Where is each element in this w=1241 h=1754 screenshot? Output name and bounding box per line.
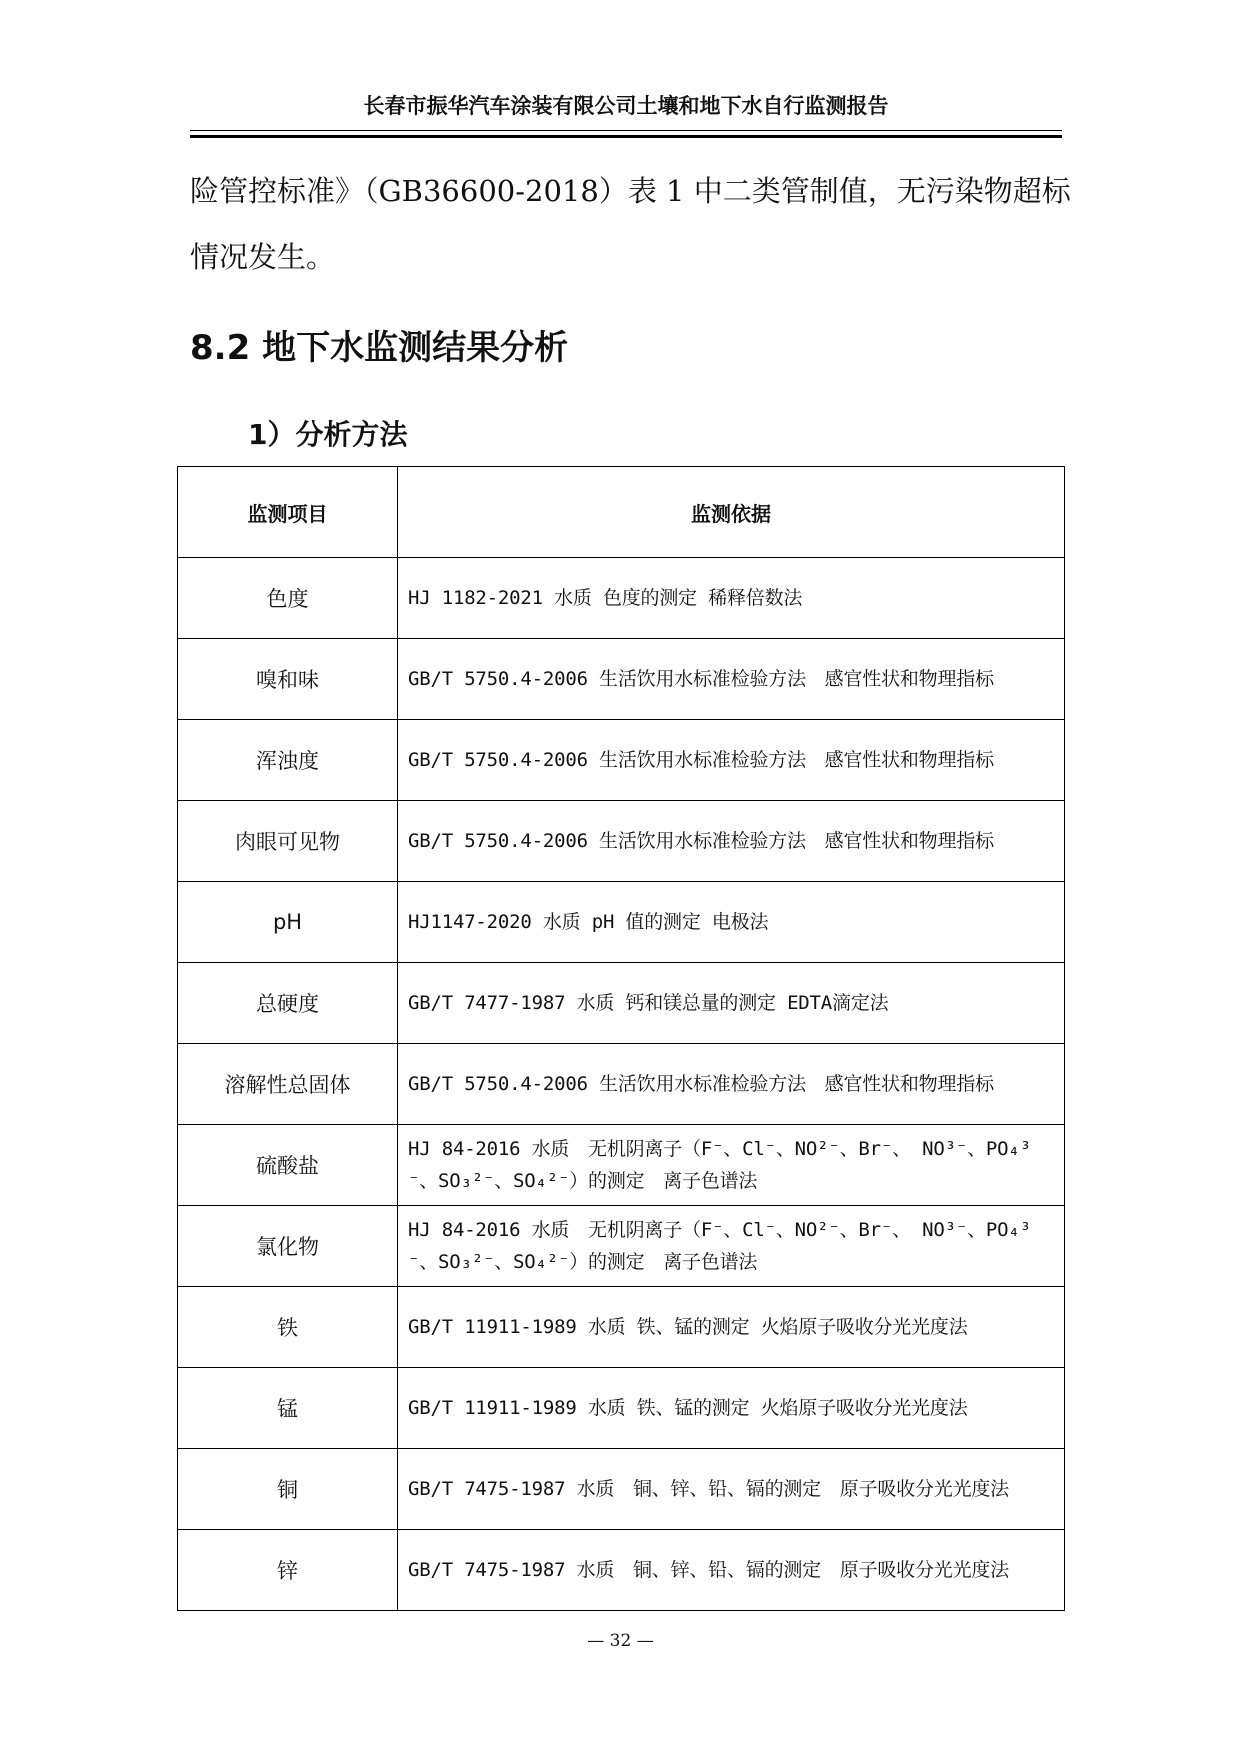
table-row: [178, 720, 1065, 801]
row-item: 铜: [178, 1449, 398, 1530]
row-item: 铁: [178, 1287, 398, 1368]
table-row: [178, 1125, 1065, 1206]
row-item: 嗅和味: [178, 639, 398, 720]
intro-paragraph: [190, 158, 1070, 290]
row-basis: HJ 84-2016 水质 无机阴离子（F⁻、Cl⁻、NO²⁻、Br⁻、 NO³⁻、PO₄³⁻、SO₃²⁻、SO₄²⁻）的测定 离子色谱法: [398, 1125, 1065, 1206]
table-row: [178, 1044, 1065, 1125]
table-row: [178, 882, 1065, 963]
row-item: 氯化物: [178, 1206, 398, 1287]
row-basis: GB/T 5750.4-2006 生活饮用水标准检验方法 感官性状和物理指标: [398, 1044, 1065, 1125]
header-item: 监测项目: [178, 467, 398, 558]
table-row: [178, 801, 1065, 882]
header-rule-thin: [190, 130, 1062, 131]
row-basis: GB/T 7477-1987 水质 钙和镁总量的测定 EDTA滴定法: [398, 963, 1065, 1044]
row-item: 锰: [178, 1368, 398, 1449]
row-item: 肉眼可见物: [178, 801, 398, 882]
row-basis: GB/T 7475-1987 水质 铜、锌、铅、镉的测定 原子吸收分光光度法: [398, 1530, 1065, 1611]
methods-table: [177, 466, 1065, 1611]
page-number: — 32 —: [587, 1631, 654, 1651]
row-basis: GB/T 11911-1989 水质 铁、锰的测定 火焰原子吸收分光光度法: [398, 1287, 1065, 1368]
row-item: 总硬度: [178, 963, 398, 1044]
row-item: 溶解性总固体: [178, 1044, 398, 1125]
header-rule-thick: [190, 135, 1062, 138]
table-row: [178, 558, 1065, 639]
section-title: 8.2 地下水监测结果分析: [190, 328, 569, 368]
table-body: [178, 558, 1065, 1611]
header-basis: 监测依据: [398, 467, 1065, 558]
row-basis: GB/T 7475-1987 水质 铜、锌、铅、镉的测定 原子吸收分光光度法: [398, 1449, 1065, 1530]
table-row: [178, 1530, 1065, 1611]
row-basis: HJ 1182-2021 水质 色度的测定 稀释倍数法: [398, 558, 1065, 639]
table-header-row: [178, 467, 1065, 558]
row-basis: HJ1147-2020 水质 pH 值的测定 电极法: [398, 882, 1065, 963]
row-basis: HJ 84-2016 水质 无机阴离子（F⁻、Cl⁻、NO²⁻、Br⁻、 NO³⁻、PO₄³⁻、SO₃²⁻、SO₄²⁻）的测定 离子色谱法: [398, 1206, 1065, 1287]
row-basis: GB/T 5750.4-2006 生活饮用水标准检验方法 感官性状和物理指标: [398, 801, 1065, 882]
row-item: 硫酸盐: [178, 1125, 398, 1206]
row-item: 浑浊度: [178, 720, 398, 801]
row-basis: GB/T 11911-1989 水质 铁、锰的测定 火焰原子吸收分光光度法: [398, 1368, 1065, 1449]
subsection-title: 1）分析方法: [248, 418, 408, 451]
table-row: [178, 963, 1065, 1044]
row-basis: GB/T 5750.4-2006 生活饮用水标准检验方法 感官性状和物理指标: [398, 720, 1065, 801]
row-item: pH: [178, 882, 398, 963]
row-basis: GB/T 5750.4-2006 生活饮用水标准检验方法 感官性状和物理指标: [398, 639, 1065, 720]
table-row: [178, 1287, 1065, 1368]
row-item: 色度: [178, 558, 398, 639]
table-row: [178, 1368, 1065, 1449]
table-row: [178, 639, 1065, 720]
table-row: [178, 1449, 1065, 1530]
table-row: [178, 1206, 1065, 1287]
page-header: 长春市振华汽车涂装有限公司土壤和地下水自行监测报告: [363, 94, 889, 118]
row-item: 锌: [178, 1530, 398, 1611]
intro-line-2: 情况发生。: [190, 240, 336, 274]
intro-line-1: 险管控标准》（GB36600-2018）表 1 中二类管制值，无污染物超标: [190, 174, 1071, 208]
